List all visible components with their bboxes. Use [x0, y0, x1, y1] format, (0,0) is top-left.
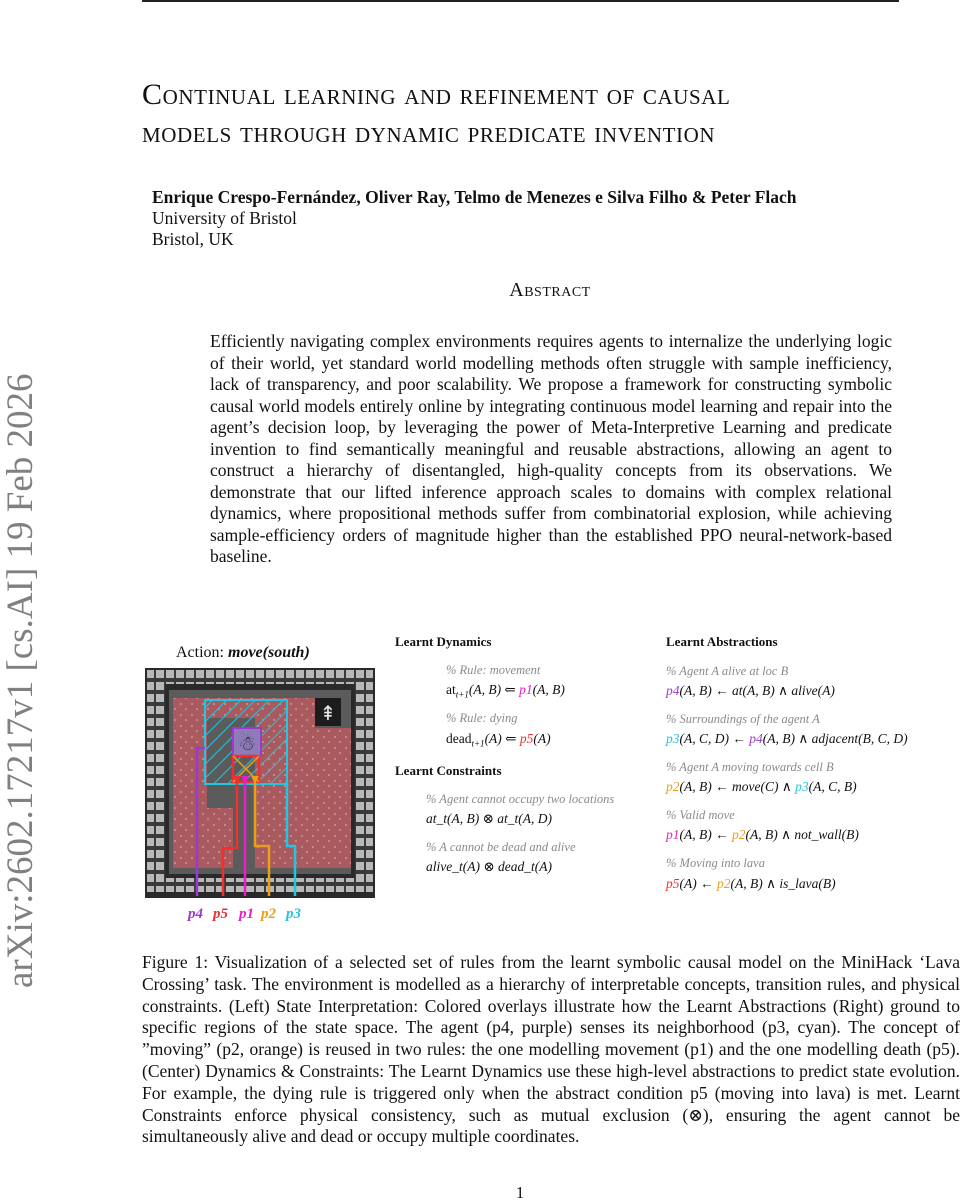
label-p2: p2 [261, 906, 276, 922]
abstraction-p4-body: (A, B) ← at(A, B) ∧ alive(A) [679, 683, 835, 698]
rule-dying-sub: t+1 [471, 738, 485, 749]
comment-constraint-alive-dead: % A cannot be dead and alive [426, 840, 576, 854]
comment-constraint-location: % Agent cannot occupy two locations [426, 792, 615, 806]
abstraction-p1-tail: (A, B) ∧ not_wall(B) [745, 827, 859, 842]
learnt-constraints-heading: Learnt Constraints [395, 763, 502, 778]
rule-dying [446, 731, 551, 749]
action-label: Action: [176, 644, 228, 661]
rule-movement-sub: t+1 [455, 689, 469, 700]
action-value: move(south) [228, 644, 310, 661]
abstraction-p5 [666, 876, 836, 892]
wall-right [355, 670, 373, 892]
arxiv-stamp-text: arXiv:2602.17217v1 [cs.AI] 19 Feb 2026 [0, 373, 41, 988]
constraint-alive-dead: alive_t(A) ⊗ dead_t(A) [426, 859, 553, 874]
title-line-1: Continual learning and refinement of causal [142, 78, 731, 111]
comment-abstraction-p5: % Moving into lava [666, 856, 765, 870]
constraint-location: at_t(A, B) ⊗ at_t(A, D) [426, 811, 553, 826]
comment-rule-movement: % Rule: movement [446, 663, 541, 677]
rule-movement-pred: p1 [519, 682, 533, 697]
affiliation-university: University of Bristol [152, 208, 297, 228]
abstraction-p2-head: p2 [666, 779, 680, 794]
abstraction-p4-head: p4 [666, 683, 680, 698]
abstraction-p2-mid: (A, B) ← move(C) ∧ [679, 779, 796, 794]
comment-rule-dying: % Rule: dying [446, 711, 518, 725]
abstraction-p5-mid: (A) ← [679, 876, 717, 891]
wall-bottom [147, 878, 373, 892]
learnt-dynamics-heading: Learnt Dynamics [395, 634, 492, 649]
rule-movement-tail: (A, B) [532, 682, 565, 697]
abstraction-p2 [666, 779, 857, 795]
rule-dying-pred: p5 [519, 731, 534, 746]
abstraction-p1-head: p1 [666, 827, 680, 842]
label-p1: p1 [239, 906, 254, 922]
arxiv-stamp [0, 330, 43, 990]
rule-movement [446, 682, 565, 700]
comment-abstraction-p4: % Agent A alive at loc B [666, 664, 789, 678]
action-caption [176, 644, 310, 662]
affiliation-location: Bristol, UK [152, 229, 234, 249]
abstraction-p3-ref: p4 [749, 731, 763, 746]
lava-region [293, 728, 351, 868]
rule-dying-args: (A) ⇐ [484, 731, 520, 746]
rule-dying-tail: (A) [533, 731, 551, 746]
abstraction-p3 [666, 731, 908, 747]
label-p3: p3 [286, 906, 301, 922]
abstraction-p3-mid: (A, C, D) ← [679, 731, 750, 746]
top-rule [142, 0, 899, 2]
comment-abstraction-p3: % Surroundings of the agent A [666, 712, 820, 726]
authors: Enrique Crespo-Fernández, Oliver Ray, Telmo de Menezes e Silva Filho & Peter Flach [152, 187, 797, 207]
rule-movement-head: at [446, 682, 456, 697]
comment-abstraction-p1: % Valid move [666, 808, 735, 822]
abstraction-p3-head: p3 [666, 731, 680, 746]
abstraction-p5-ref: p2 [717, 876, 731, 891]
abstraction-p5-tail: (A, B) ∧ is_lava(B) [730, 876, 836, 891]
agent-icon: ☃ [238, 731, 256, 755]
abstraction-p2-ref: p3 [795, 779, 809, 794]
lava-region [173, 698, 207, 808]
wall-top [147, 670, 373, 684]
wall-left [147, 670, 165, 892]
abstraction-p5-head: p5 [666, 876, 680, 891]
abstraction-p1 [666, 827, 859, 843]
figure-caption: Figure 1: Visualization of a selected set of rules from the learnt symbolic causal model on the MiniHack ‘Lava Crossing’ task. The environment is modelled as a hierarchy of interpretable concepts, transition rules, and physical constraints. (Left) State Interpretation: Colored overlays illustrate how the Learnt Abstractions (Right) ground to specific regions of the state space. The agent (p4, purple) senses its neighborhood (p3, cyan). The concept of ”moving” (p2, orange) is reused in two rules: the one modelling movement (p1) and the one modelling death (p5). (Center) Dynamics & Constraints: The Learnt Dynamics use these high-level abstractions to predict state evolution. For example, the dying rule is triggered only when the abstract condition p5 (moving into lava) is met. Learnt Constraints enforce physical consistency, such as mutual exclusion (⊗), ensuring the agent cannot be simultaneously alive and dead or occupy multiple coordinates. [142, 952, 960, 1147]
abstraction-p3-tail: (A, B) ∧ adjacent(B, C, D) [762, 731, 908, 746]
learnt-abstractions-heading: Learnt Abstractions [666, 634, 778, 649]
comment-abstraction-p2: % Agent A moving towards cell B [666, 760, 834, 774]
paper-title [142, 76, 957, 152]
abstract-heading: Abstract [509, 279, 591, 301]
abstraction-p1-mid: (A, B) ← [679, 827, 732, 842]
abstract-body: Efficiently navigating complex environments requires agents to internalize the underlying logic of their world, yet standard world modelling methods often struggle with sample inefficiency, lack of transparency, and poor scalability. We propose a framework for constructing symbolic causal world models entirely online by integrating continuous model learning and repair into the agent’s decision loop, by leveraging the power of Meta-Interpretive Learning and predicate invention to find semantically meaningful and reusable abstractions, allowing an agent to construct a hierarchy of disentangled, high-quality concepts from its observations. We demonstrate that our lifted inference approach scales to domains with complex relational dynamics, where propositional methods suffer from combinatorial explosion, while achieving sample-efficiency orders of magnitude higher than the established PPO neural-network-based baseline. [210, 331, 892, 566]
label-p4: p4 [188, 906, 203, 922]
page-number: 1 [515, 1183, 525, 1202]
stairs-glyph: ⇞ [319, 701, 337, 725]
abstraction-p1-ref: p2 [731, 827, 746, 842]
minihack-grid-illustration [145, 668, 375, 908]
abstraction-p2-tail: (A, C, B) [808, 779, 857, 794]
title-line-2: models through dynamic predicate invention [142, 116, 716, 149]
rule-dying-head: dead [446, 731, 472, 746]
label-p5: p5 [213, 906, 228, 922]
rule-movement-args: (A, B) ⇐ [468, 682, 520, 697]
abstraction-p4 [666, 683, 835, 699]
